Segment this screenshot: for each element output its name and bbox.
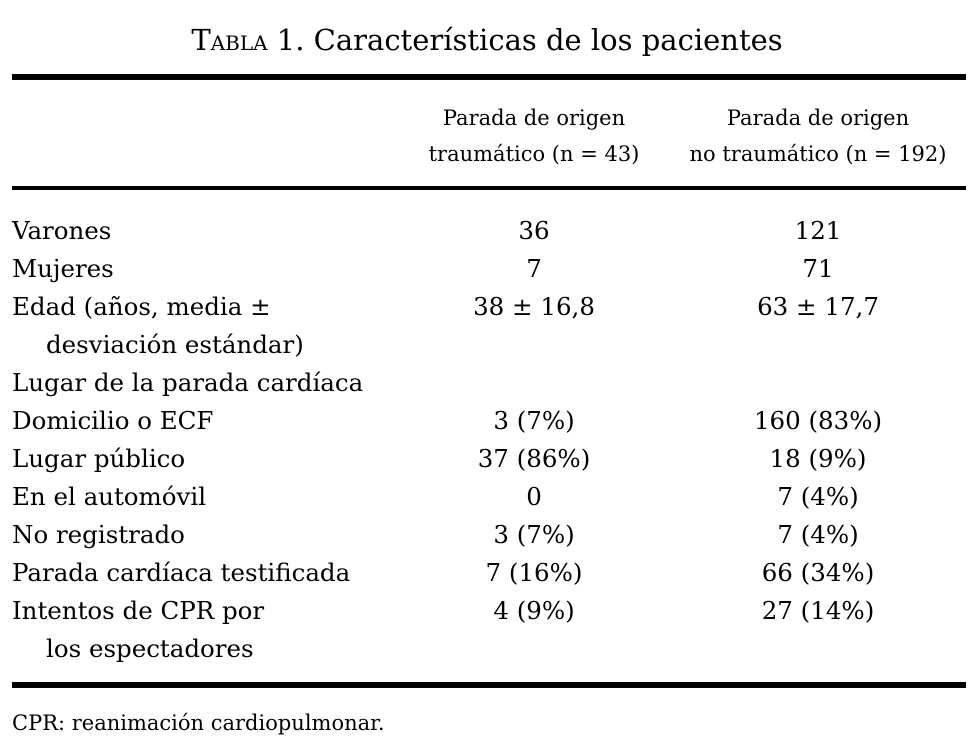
value-non-traumatic: 7 (4%) <box>777 482 859 511</box>
value-non-traumatic: 160 (83%) <box>753 406 883 435</box>
bottom-rule <box>12 682 966 688</box>
value-non-traumatic: 27 (14%) <box>761 596 875 625</box>
column-header-line: Parada de origen <box>442 106 626 130</box>
value-non-traumatic: 63 ± 17,7 <box>757 292 879 321</box>
value-traumatic: 7 (16%) <box>485 558 583 587</box>
value-traumatic: 0 <box>526 482 542 511</box>
value-traumatic: 37 (86%) <box>477 444 591 473</box>
row-label: Mujeres <box>12 254 114 283</box>
value-non-traumatic: 66 (34%) <box>761 558 875 587</box>
value-non-traumatic: 71 <box>802 254 834 283</box>
column-header-line: no traumático (n = 192) <box>689 142 947 166</box>
value-traumatic: 4 (9%) <box>493 596 575 625</box>
value-non-traumatic: 18 (9%) <box>769 444 867 473</box>
table-footnote: CPR: reanimación cardiopulmonar. <box>12 711 385 735</box>
row-label: No registrado <box>12 520 185 549</box>
top-rule <box>12 74 966 80</box>
table-title-text: 1. Características de los pacientes <box>267 23 783 57</box>
row-label: Parada cardíaca testificada <box>12 558 351 587</box>
value-traumatic: 3 (7%) <box>493 520 575 549</box>
row-label: desviación estándar) <box>46 330 304 359</box>
row-label: Intentos de CPR por <box>12 596 265 625</box>
row-label: En el automóvil <box>12 482 207 511</box>
row-label: Lugar de la parada cardíaca <box>12 368 364 397</box>
value-traumatic: 7 <box>526 254 542 283</box>
column-header-traumatic <box>400 100 668 172</box>
header-rule <box>12 186 966 190</box>
value-traumatic: 38 ± 16,8 <box>473 292 595 321</box>
row-label: Domicilio o ECF <box>12 406 214 435</box>
column-header-line: Parada de origen <box>726 106 910 130</box>
value-non-traumatic: 7 (4%) <box>777 520 859 549</box>
row-label: los espectadores <box>46 634 254 663</box>
value-traumatic: 36 <box>518 216 550 245</box>
table-title-prefix: Tabla <box>191 23 268 57</box>
column-header-non-traumatic <box>670 100 966 172</box>
row-label: Varones <box>12 216 112 245</box>
value-traumatic: 3 (7%) <box>493 406 575 435</box>
row-label: Lugar público <box>12 444 186 473</box>
row-label: Edad (años, media ± <box>12 292 271 321</box>
table-title <box>0 20 974 60</box>
column-header-line: traumático (n = 43) <box>428 142 640 166</box>
value-non-traumatic: 121 <box>794 216 842 245</box>
